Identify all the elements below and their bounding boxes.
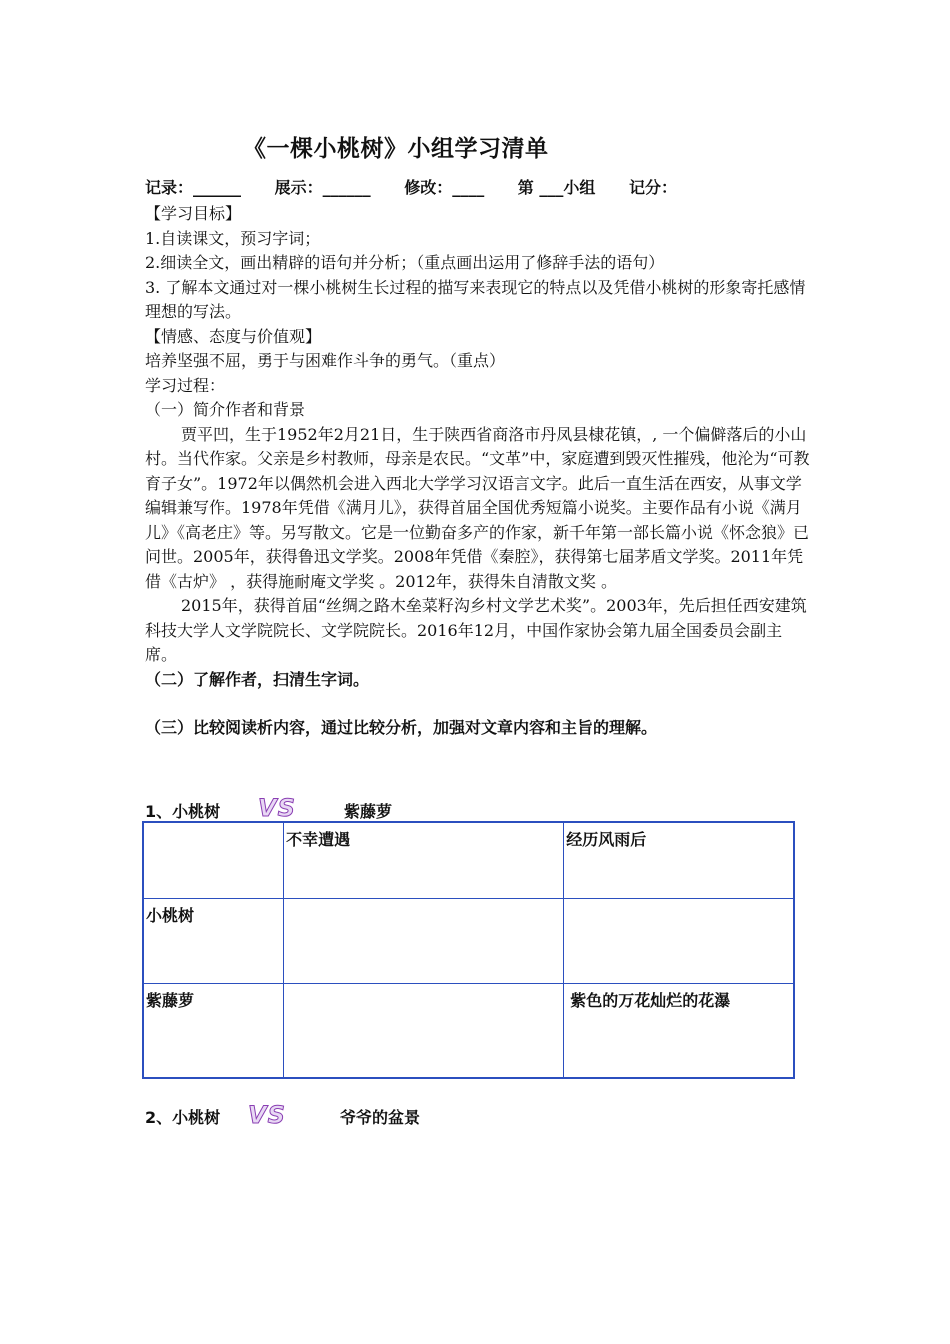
goal-item: 2.细读全文，画出精辟的语句并分析；（重点画出运用了修辞手法的语句）	[145, 253, 665, 272]
worksheet-body	[145, 202, 810, 741]
table-cell	[284, 898, 564, 983]
section3-heading: （三）比较阅读析内容，通过比较分析，加强对文章内容和主旨的理解。	[145, 718, 658, 737]
goal-item: 1.自读课文，预习字词；	[145, 228, 321, 248]
author-paragraph: 贾平凹，生于1952年2月21日，生于陕西省商洛市丹凤县棣花镇，, 一个偏僻落后的小山村。当代作家。父亲是乡村教师，母亲是农民。“文革”中，家庭遭到毁灭性摧残，他沦为“可教育子女”。1972年以偶然机会进入西北大学学习汉语言文字。此后一直生活在西安，从事文学编辑兼写作。1978年凭借《满月儿》，获得首届全国优秀短篇小说奖。主要作品有小说《满月儿》《高老庄》等。另写散文。它是一位勤奋多产的作家，新千年第一部长篇小说《怀念狼》已问世。2005年，获得鲁迅文学奖。2008年凭借《秦腔》，获得第七届茅盾文学奖。2011年凭借《古炉》 ，获得施耐庵文学奖 。2012年，获得朱自清散文奖 。	[145, 424, 810, 591]
table-cell	[564, 898, 794, 983]
vs-wordart: VS	[248, 1101, 286, 1129]
comparison-table	[142, 821, 795, 1079]
table-header-row	[143, 822, 794, 898]
compare-line-2	[145, 1101, 421, 1129]
meta-line	[145, 175, 705, 198]
revise-field: 修改：____	[404, 178, 485, 197]
page-title: 《一棵小桃树》小组学习清单	[243, 136, 549, 162]
table-cell: 紫色的万花灿烂的花瀑	[564, 983, 794, 1078]
vs-wordart: VS	[258, 794, 296, 822]
table-header-cell: 不幸遭遇	[284, 822, 564, 898]
table-header-cell: 经历风雨后	[564, 822, 794, 898]
process-heading: 学习过程：	[145, 375, 226, 395]
compare2-right: 爷爷的盆景	[340, 1108, 421, 1127]
values-heading: 【情感、态度与价值观】	[145, 326, 322, 346]
record-field: 记录：______	[145, 178, 242, 197]
table-row-label: 小桃树	[143, 898, 284, 983]
compare2-left: 2、小桃树	[145, 1108, 221, 1127]
section1-heading: （一）简介作者和背景	[145, 400, 306, 419]
score-field: 记分：	[628, 178, 677, 197]
group-field: 第 ___小组	[517, 178, 596, 197]
table-row	[143, 983, 794, 1078]
table-row-label: 紫藤萝	[143, 983, 284, 1078]
goals-heading: 【学习目标】	[145, 204, 242, 223]
compare-line-1	[145, 794, 393, 822]
compare1-left: 1、小桃树	[145, 802, 221, 821]
goal-item: 3. 了解本文通过对一棵小桃树生长过程的描写来表现它的特点以及凭借小桃树的形象寄托感情理想的写法。	[145, 277, 806, 321]
table-cell	[284, 983, 564, 1078]
section2-heading: （二）了解作者，扫清生字词。	[145, 669, 370, 689]
values-text: 培养坚强不屈，勇于与困难作斗争的勇气。（重点）	[145, 351, 506, 370]
table-cell	[143, 822, 284, 898]
author-paragraph-2: 2015年，获得首届“丝绸之路木垒菜籽沟乡村文学艺术奖”。2003年，先后担任西安建筑科技大学人文学院院长、文学院院长。2016年12月，中国作家协会第九届全国委员会副主席。	[145, 596, 807, 664]
show-field: 展示：______	[274, 178, 371, 197]
table-row	[143, 898, 794, 983]
compare1-right: 紫藤萝	[344, 802, 393, 821]
